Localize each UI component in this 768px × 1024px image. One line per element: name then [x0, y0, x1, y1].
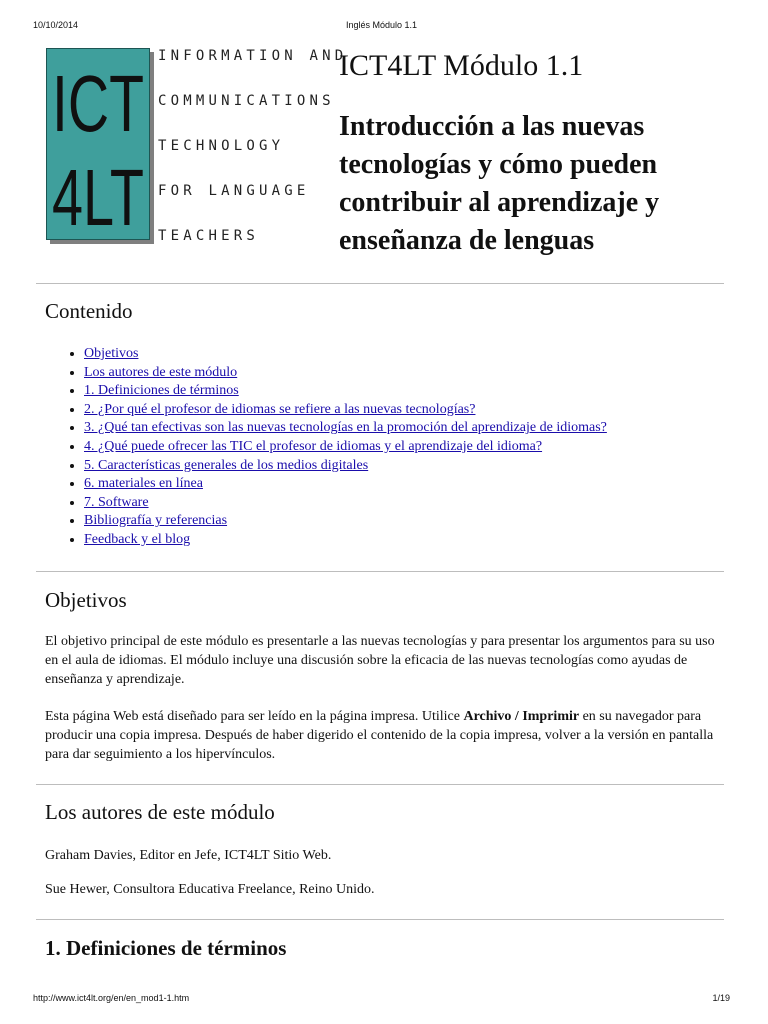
toc-link[interactable]: 1. Definiciones de términos — [84, 383, 239, 399]
objetivos-heading: Objetivos — [45, 588, 127, 612]
list-item — [84, 364, 607, 383]
list-item — [84, 531, 607, 550]
list-item — [84, 382, 607, 401]
autores-heading: Los autores de este módulo — [45, 800, 275, 824]
logo-text-ict: ICT — [52, 59, 144, 148]
definiciones-heading: 1. Definiciones de términos — [45, 936, 287, 960]
list-item — [84, 494, 607, 513]
page-title: ICT4LT Módulo 1.1 — [339, 49, 584, 82]
toc-link[interactable]: 4. ¿Qué puede ofrecer las TIC el profesor de idiomas y el aprendizaje del idioma? — [84, 438, 543, 454]
logo-tagline-line: FOR LANGUAGE — [158, 183, 310, 199]
list-item — [84, 401, 607, 420]
list-item — [84, 438, 607, 457]
objetivos-paragraph: El objetivo principal de este módulo es presentarle a las nuevas tecnologías y para presentar los argumentos para su uso en el aula de idiomas. El módulo incluye una discusión sobre la eficacia de las nuevas tecnologías como ayudas de enseñanza y aprendizaje. — [45, 634, 715, 687]
toc-link[interactable]: 6. materiales en línea — [84, 476, 203, 492]
list-item — [84, 512, 607, 531]
page-number: 1/19 — [712, 993, 730, 1003]
logo-tagline-line: TECHNOLOGY — [158, 138, 285, 154]
logo-tagline-line: COMMUNICATIONS — [158, 93, 335, 109]
toc-link[interactable]: 3. ¿Qué tan efectivas son las nuevas tecnologías en la promoción del aprendizaje de idiomas? — [84, 420, 607, 436]
divider — [36, 784, 724, 785]
paragraph-text: Esta página Web está diseñado para ser leído en la página impresa. Utilice — [45, 709, 464, 724]
ict4lt-logo — [46, 44, 348, 244]
toc-link[interactable]: Feedback y el blog — [84, 531, 191, 547]
logo-tagline — [158, 44, 347, 269]
divider — [36, 571, 724, 572]
divider — [36, 283, 724, 284]
toc-link[interactable]: Los autores de este módulo — [84, 364, 238, 380]
menu-path-text: Archivo / Imprimir — [463, 709, 580, 724]
list-item — [84, 475, 607, 494]
toc-link[interactable]: Bibliografía y referencias — [84, 513, 228, 529]
list-item — [84, 345, 607, 364]
toc-link[interactable]: 2. ¿Por qué el profesor de idiomas se refiere a las nuevas tecnologías? — [84, 401, 476, 417]
divider — [36, 919, 724, 920]
toc-link[interactable]: Objetivos — [84, 346, 139, 361]
page-url: http://www.ict4lt.org/en/en_mod1-1.htm — [33, 993, 190, 1003]
logo-badge — [46, 48, 150, 240]
paragraph-text: en su navegador para producir una copia impresa. Después de haber digerido el contenido de la copia impresa, volver a la versión en pantalla para dar seguimiento a los hipervínculos. — [45, 709, 714, 762]
print-date: 10/10/2014 — [33, 20, 79, 30]
author-entry: Graham Davies, Editor en Jefe, ICT4LT Sitio Web. — [45, 848, 332, 863]
logo-tagline-line: TEACHERS — [158, 228, 260, 244]
list-item — [84, 457, 607, 476]
print-footer — [33, 993, 730, 1007]
toc-link[interactable]: 7. Software — [84, 494, 149, 510]
logo-tagline-line: INFORMATION AND — [158, 48, 348, 64]
print-title: Inglés Módulo 1.1 — [345, 20, 418, 30]
print-instructions-paragraph — [45, 707, 729, 764]
toc-link[interactable]: 5. Características generales de los medios digitales — [84, 457, 369, 473]
author-entry: Sue Hewer, Consultora Educativa Freelance, Reino Unido. — [45, 882, 375, 897]
contents-list — [45, 345, 607, 550]
list-item — [84, 419, 607, 438]
page-subtitle: Introducción a las nuevas tecnologías y cómo pueden contribuir al aprendizaje y enseñanza de lenguas — [339, 111, 660, 256]
logo-text-4lt: 4LT — [52, 153, 144, 242]
contents-heading: Contenido — [45, 299, 133, 323]
print-header — [33, 20, 730, 34]
